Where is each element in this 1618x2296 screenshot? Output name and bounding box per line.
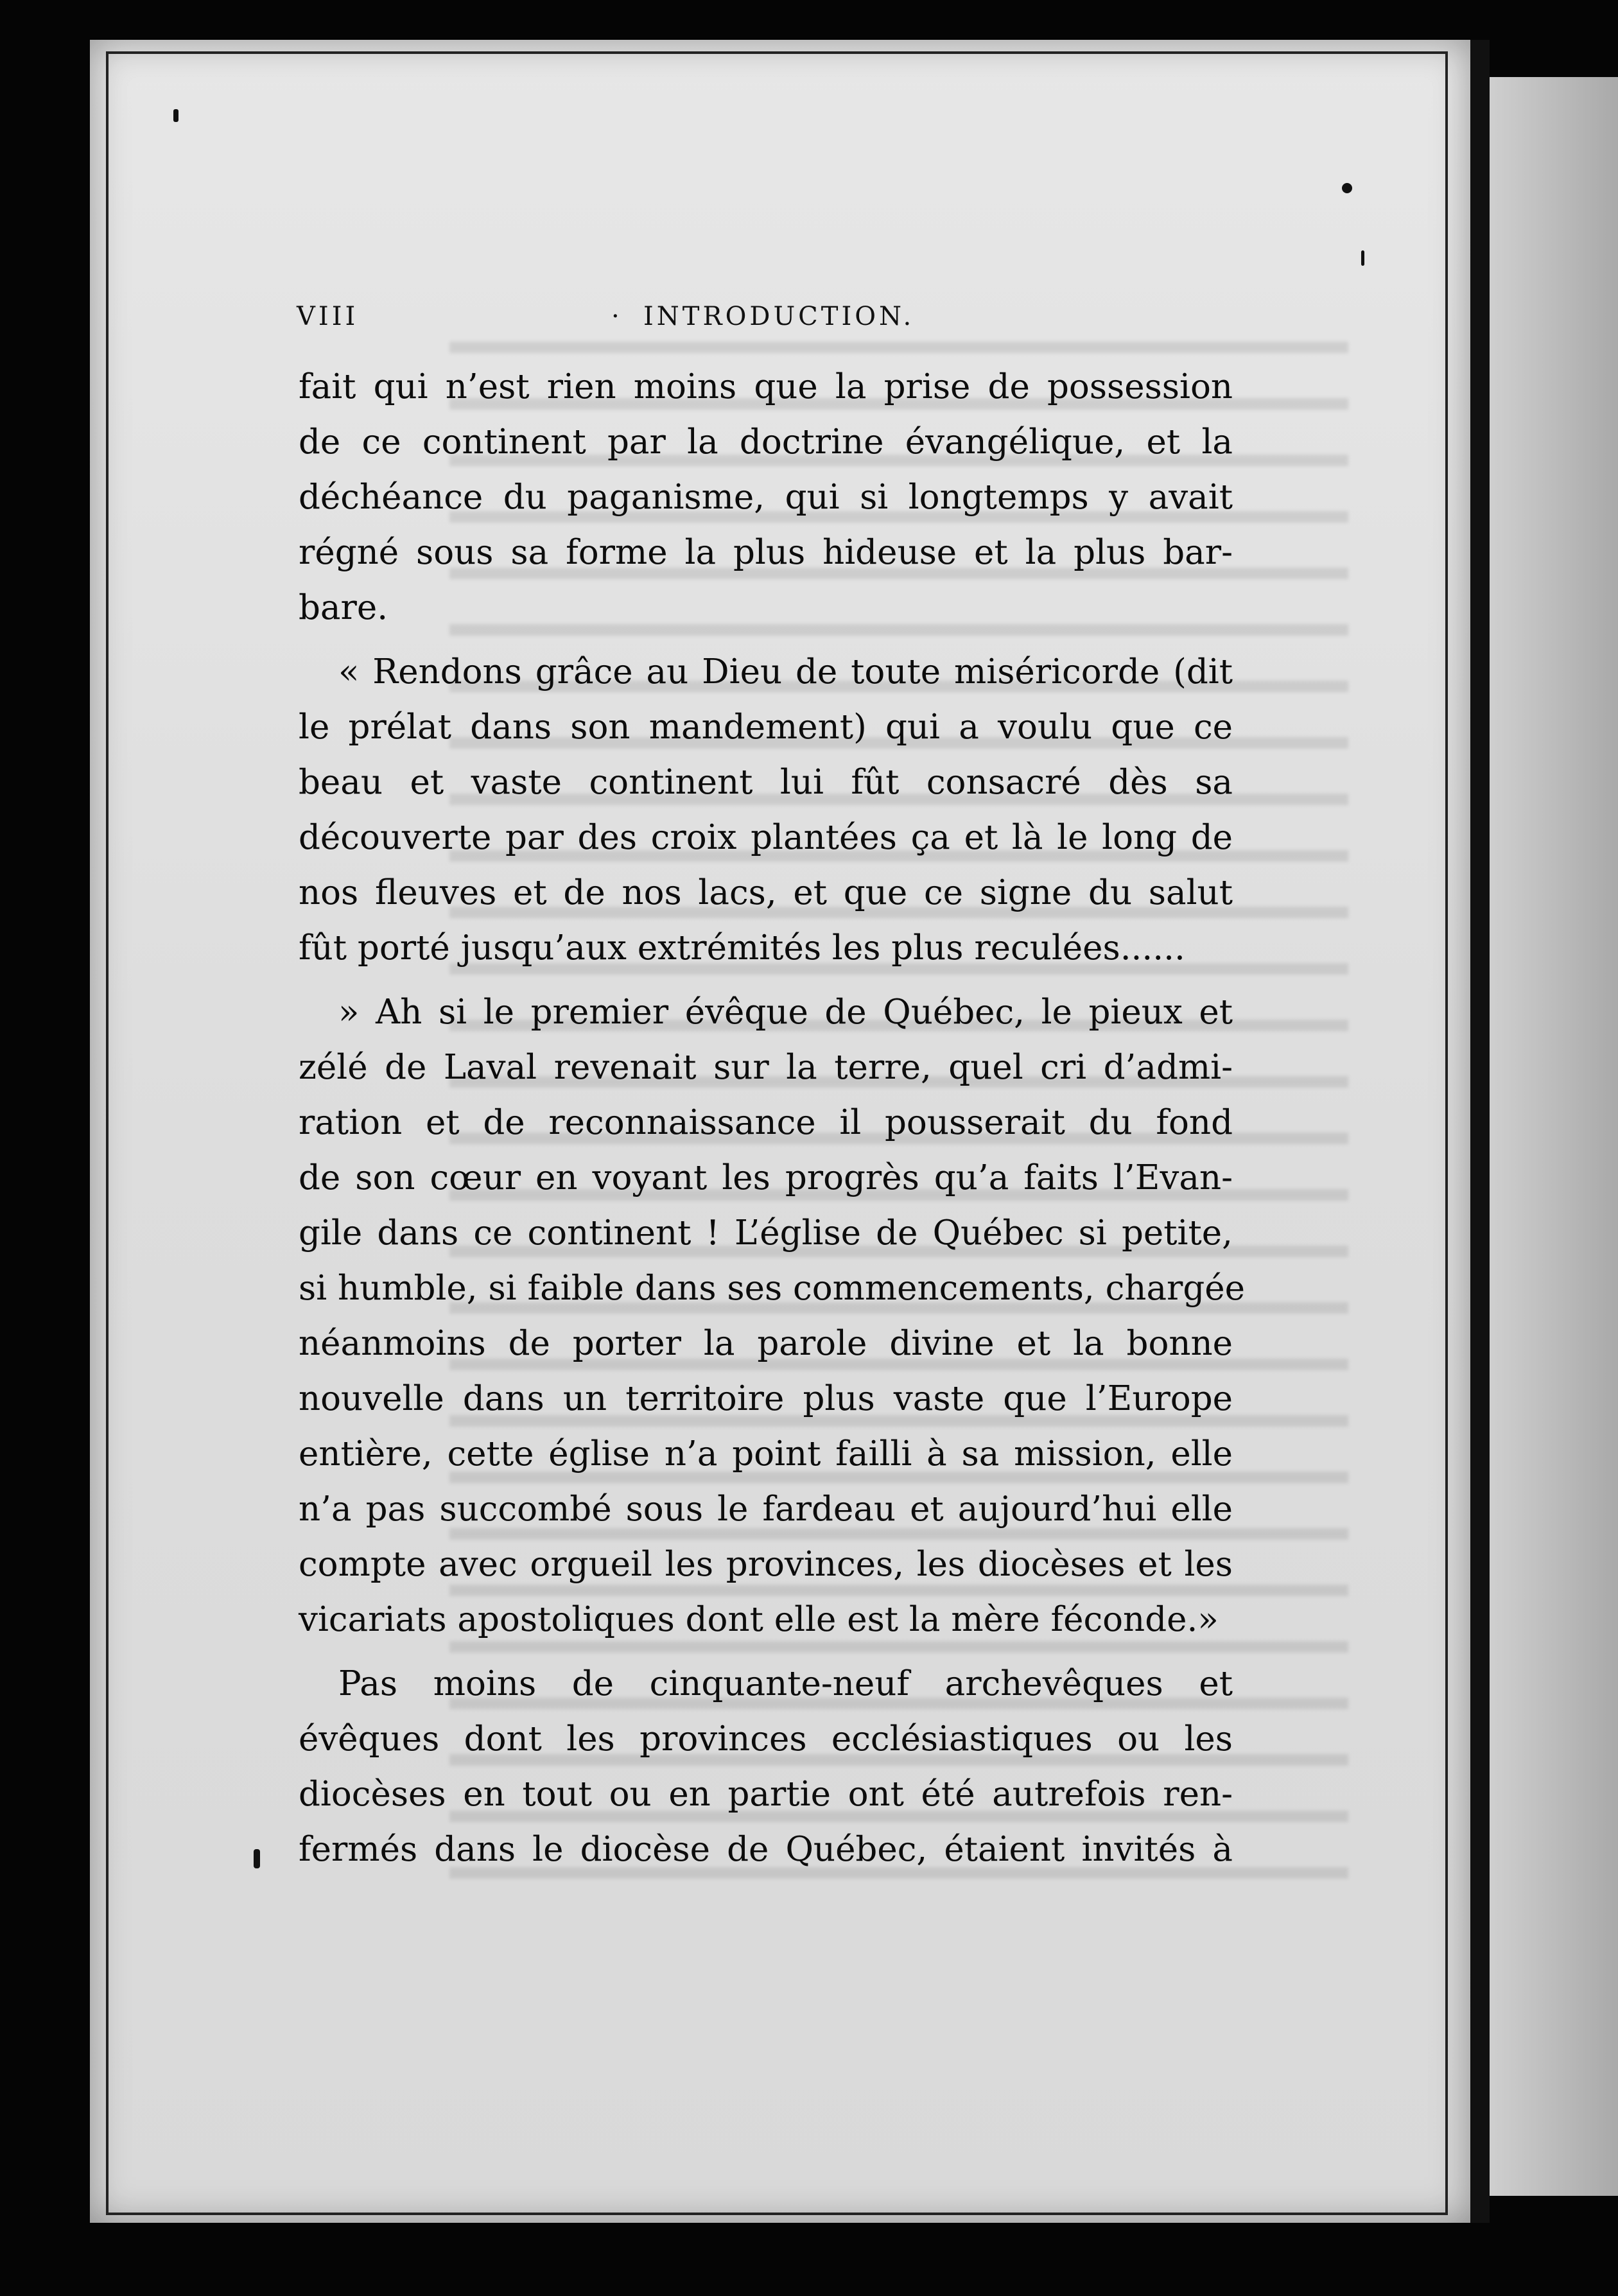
text-line: de ce continent par la doctrine évangélique, et la <box>299 422 1233 462</box>
dust-speck <box>254 1849 260 1868</box>
text-line: nouvelle dans un territoire plus vaste que l’Europe <box>299 1379 1233 1418</box>
text-line: fût porté jusqu’aux extrémités les plus reculées...... <box>299 928 1185 968</box>
text-line: vicariats apostoliques dont elle est la mère féconde.» <box>299 1600 1219 1639</box>
text-line: évêques dont les provinces ecclésiastiques ou les <box>299 1719 1233 1759</box>
text-line: beau et vaste continent lui fût consacré dès sa <box>299 763 1233 802</box>
book-edge-shadow <box>1470 40 1490 2223</box>
text-line: fait qui n’est rien moins que la prise de possession <box>299 367 1233 406</box>
text-line: diocèses en tout ou en partie ont été autrefois ren- <box>299 1775 1233 1814</box>
text-line: « Rendons grâce au Dieu de toute miséricorde (dit <box>338 652 1233 691</box>
paragraph <box>299 360 1233 636</box>
text-line: gile dans ce continent ! L’église de Québec si petite, <box>299 1213 1233 1253</box>
text-line: bare. <box>299 588 388 627</box>
paragraph-gap <box>299 636 1233 645</box>
body-text <box>299 360 1246 1877</box>
text-line: Pas moins de cinquante-neuf archevêques et <box>338 1664 1233 1703</box>
running-header <box>297 302 1228 347</box>
header-separator: · <box>611 302 623 331</box>
text-line: nos fleuves et de nos lacs, et que ce signe du salut <box>299 873 1233 912</box>
text-line: ration et de reconnaissance il pousserait du fond <box>299 1103 1233 1142</box>
dust-speck <box>173 109 178 122</box>
running-title: INTRODUCTION. <box>643 302 915 331</box>
text-line: si humble, si faible dans ses commencements, chargée <box>299 1269 1246 1308</box>
text-line: régné sous sa forme la plus hideuse et la plus bar- <box>299 533 1233 572</box>
text-line: de son cœur en voyant les progrès qu’a faits l’Evan- <box>299 1158 1233 1197</box>
text-line: zélé de Laval revenait sur la terre, quel cri d’admi- <box>299 1048 1233 1087</box>
paragraph <box>299 645 1233 976</box>
paragraph <box>299 985 1246 1648</box>
text-line: compte avec orgueil les provinces, les diocèses et les <box>299 1545 1233 1584</box>
text-line: entière, cette église n’a point failli à sa mission, elle <box>299 1434 1233 1474</box>
text-line: découverte par des croix plantées ça et là le long de <box>299 818 1233 857</box>
dust-speck <box>1342 183 1352 193</box>
paragraph-gap <box>299 1648 1233 1657</box>
text-line: n’a pas succombé sous le fardeau et aujourd’hui elle <box>299 1490 1233 1529</box>
text-line: néanmoins de porter la parole divine et la bonne <box>299 1324 1233 1363</box>
page-number: VIII <box>297 302 359 331</box>
adjacent-page-strip <box>1490 77 1618 2196</box>
dust-speck <box>1361 250 1364 266</box>
text-line: déchéance du paganisme, qui si longtemps y avait <box>299 478 1233 517</box>
text-line: le prélat dans son mandement) qui a voulu que ce <box>299 708 1233 747</box>
paragraph-gap <box>299 976 1233 985</box>
text-line: fermés dans le diocèse de Québec, étaient invités à <box>299 1830 1233 1869</box>
paragraph <box>299 1657 1233 1877</box>
text-line: » Ah si le premier évêque de Québec, le pieux et <box>338 993 1233 1032</box>
